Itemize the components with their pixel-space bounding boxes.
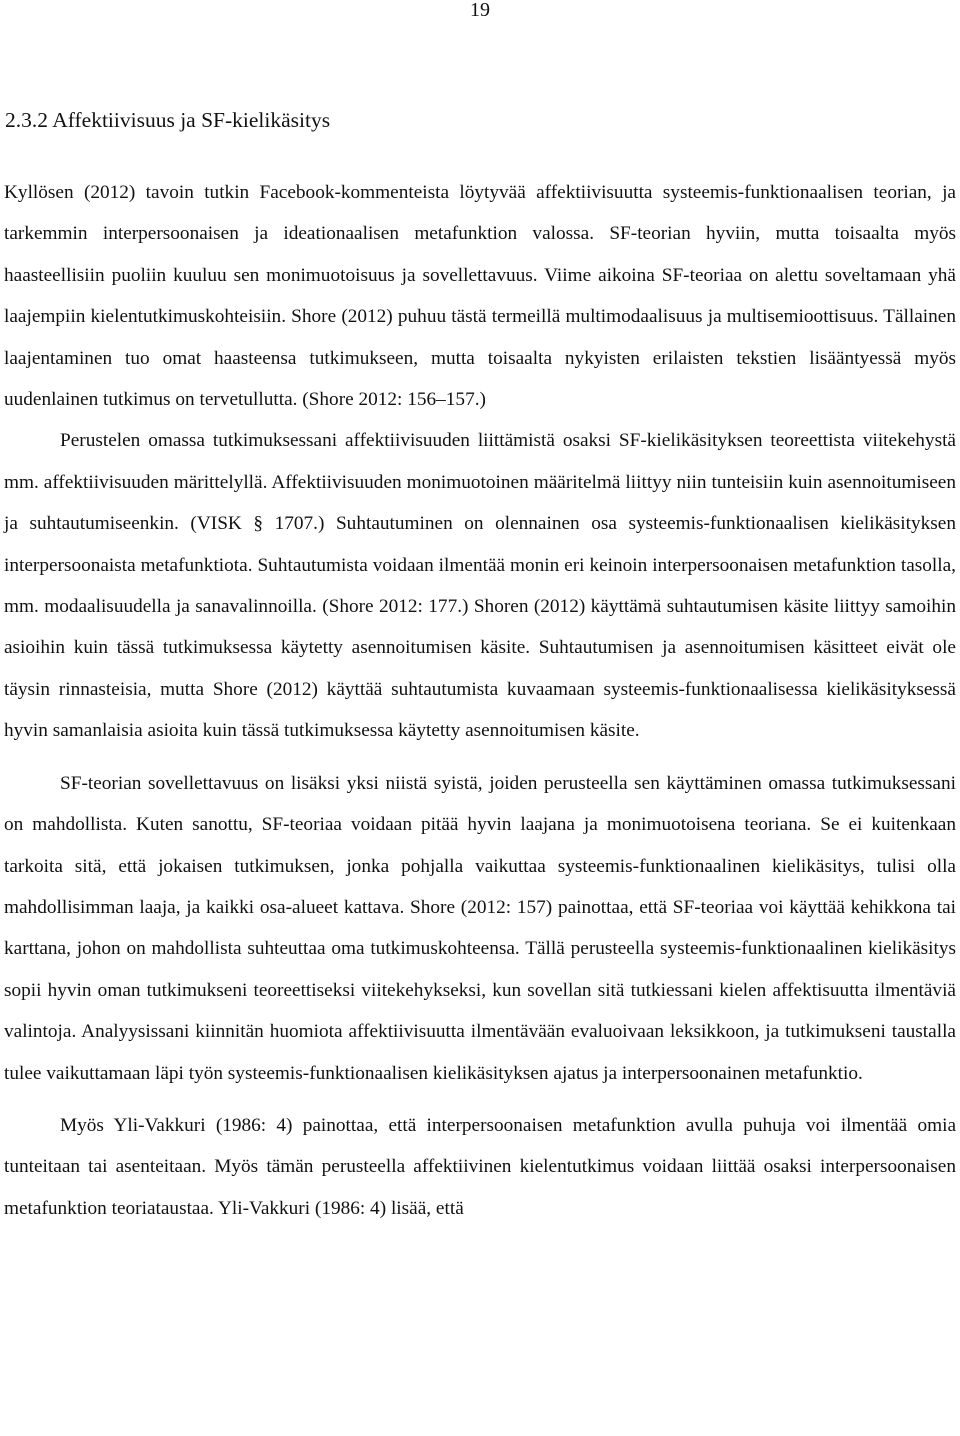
paragraph-2: Perustelen omassa tutkimuksessani affektiivisuuden liittämistä osaksi SF-kielikäsityksen teoreettista viitekehystä mm. affektiivisuuden märittelyllä. Affektiivisuuden monimuotoinen määritelmä liittyy niin tunteisiin kuin asennoitumiseen ja suhtautumiseenkin. (VISK § 1707.) Suhtautuminen on olennainen osa systeemis-funktionaalisen kielikäsityksen interpersoonaista metafunktiota. Suhtautumista voidaan ilmentää monin eri keinoin interpersoonaisen metafunktion tasolla, mm. modaalisuudella ja sanavalinnoilla. (Shore 2012: 177.) Shoren (2012) käyttämä suhtautumisen käsite liittyy samoihin asioihin kuin tässä tutkimuksessa käytetty asennoitumisen käsite. Suhtautumisen ja asennoitumisen käsitteet eivät ole täysin rinnasteisia, mutta Shore (2012) käyttää suhtautumista kuvaamaan systeemis-funktionaalisessa kielikäsityksessä hyvin samanlaisia asioita kuin tässä tutkimuksessa käytetty asennoitumisen käsite. (4, 430, 956, 742)
body-text (4, 172, 956, 1229)
paragraph-3: SF-teorian sovellettavuus on lisäksi yksi niistä syistä, joiden perusteella sen käyttäminen omassa tutkimuksessani on mahdollista. Kuten sanottu, SF-teoriaa voidaan pitää hyvin laajana ja monimuotoisena teoriana. Se ei kuitenkaan tarkoita sitä, että jokaisen tutkimuksen, jonka pohjalla vaikuttaa systeemis-funktionaalinen kielikäsitys, tulisi olla mahdollisimman laaja, ja kaikki osa-alueet kattava. Shore (2012: 157) painottaa, että SF-teoriaa voi käyttää kehikkona tai karttana, johon on mahdollista suhteuttaa oma tutkimuskohteensa. Tällä perusteella systeemis-funktionaalinen kielikäsitys sopii hyvin oman tutkimukseni teoreettiseksi viitekehykseksi, kun sovellan sitä tutkiessani kielen affektisuutta ilmentäviä valintoja. Analyysissani kiinnitän huomiota affektiivisuutta ilmentävään evaluoivaan leksikkoon, ja tutkimukseni taustalla tulee vaikuttamaan läpi työn systeemis-funktionaalisen kielikäsityksen ajatus ja interpersoonainen metafunktio. (4, 772, 956, 1084)
section-heading: 2.3.2 Affektiivisuus ja SF-kielikäsitys (5, 108, 331, 132)
paragraph-1: Kyllösen (2012) tavoin tutkin Facebook-kommenteista löytyvää affektiivisuutta systeemis-funktionaalisen teorian, ja tarkemmin interpersoonaisen ja ideationaalisen metafunktion valossa. SF-teorian hyviin, mutta toisaalta myös haasteellisiin puoliin kuuluu sen monimuotoisuus ja sovellettavuus. Viime aikoina SF-teoriaa on alettu soveltamaan yhä laajempiin kielentutkimuskohteisiin. Shore (2012) puhuu tästä termeillä multimodaalisuus ja multisemioottisuus. Tällainen laajentaminen tuo omat haasteensa tutkimukseen, mutta toisaalta nykyisten erilaisten tekstien lisääntyessä myös uudenlainen tutkimus on tervetullutta. (Shore 2012: 156–157.) (4, 182, 956, 411)
paragraph-4: Myös Yli-Vakkuri (1986: 4) painottaa, että interpersoonaisen metafunktion avulla puhuja voi ilmentää omia tunteitaan tai asenteitaan. Myös tämän perusteella affektiivinen kielentutkimus voidaan liittää osaksi interpersoonaisen metafunktion teoriataustaa. Yli-Vakkuri (1986: 4) lisää, että (4, 1114, 956, 1219)
page-number: 19 (470, 0, 490, 21)
